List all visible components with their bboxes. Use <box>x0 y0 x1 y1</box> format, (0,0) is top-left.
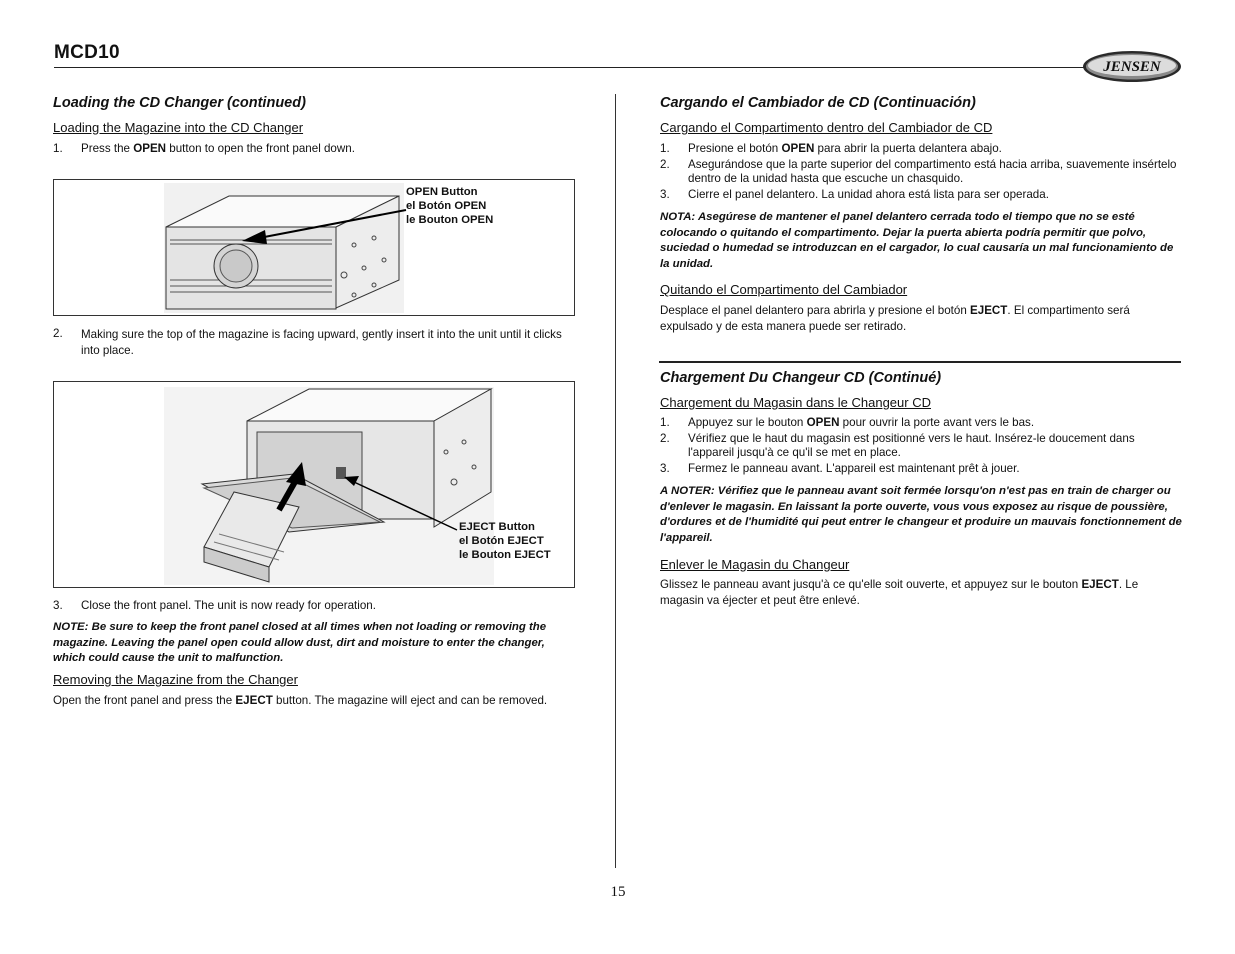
french-removing-text <box>660 577 1180 608</box>
step-text: Appuyez sur le bouton <box>688 416 807 429</box>
open-keyword: OPEN <box>781 142 815 155</box>
callout-line: EJECT Button <box>459 521 535 533</box>
spanish-title: Cargando el Cambiador de CD (Continuación) <box>660 95 976 111</box>
french-sub-loading: Chargement du Magasin dans le Changeur CD <box>660 395 931 410</box>
step-text: Press the <box>81 142 134 155</box>
body-text: Open the front panel and press the <box>53 694 236 707</box>
callout-line: OPEN Button <box>406 186 478 198</box>
model-name: MCD10 <box>54 42 120 63</box>
english-note: NOTE: Be sure to keep the front panel closed at all times when not loading or removing the magazine. Leaving the panel open could allow dust, dirt and moisture to enter the changer, which could cause the unit to malfunction. <box>53 621 547 664</box>
body-text: Glissez le panneau avant jusqu'à ce qu'elle soit ouverte, et appuyez sur le bouton <box>660 578 1082 591</box>
english-step-3 <box>53 599 573 614</box>
body-text: . El compartimento será expulsado y de esta manera puede ser retirado. <box>660 304 1130 333</box>
spanish-steps <box>660 142 1180 202</box>
french-step-3 <box>660 462 1180 477</box>
french-step-2 <box>660 432 1180 461</box>
callout-line: le Bouton EJECT <box>459 549 551 561</box>
english-sub-loading: Loading the Magazine into the CD Changer <box>53 120 304 135</box>
eject-keyword: EJECT <box>970 304 1008 317</box>
body-text: button. The magazine will eject and can be removed. <box>272 694 548 707</box>
step-number: 2. <box>660 157 670 171</box>
body-text: . Le magasin va éjecter et peut être enlevé. <box>660 578 1139 607</box>
english-sub-removing: Removing the Magazine from the Changer <box>53 672 298 687</box>
spanish-step-2 <box>660 158 1180 187</box>
eject-keyword: EJECT <box>1081 578 1119 591</box>
logo-text: JENSEN <box>1103 59 1161 75</box>
callout-line: el Botón OPEN <box>406 200 487 212</box>
body-text: Desplace el panel delantero para abrirla y presione el botón <box>660 304 971 317</box>
french-sub-removing: Enlever le Magasin du Changeur <box>660 557 850 572</box>
spanish-removing-text <box>660 303 1175 334</box>
step-text: Fermez le panneau avant. L'appareil est maintenant prêt à jouer. <box>688 461 1020 475</box>
spanish-step-3 <box>660 188 1180 203</box>
english-steps-1 <box>53 142 573 157</box>
step-number: 2. <box>660 431 670 445</box>
step-number: 1. <box>53 142 63 155</box>
step-text: Making sure the top of the magazine is facing upward, gently insert it into the unit until it clicks into place. <box>81 328 562 357</box>
figure1-callout <box>406 185 493 227</box>
step-text: Asegurándose que la parte superior del compartimento está hacia arriba, suavemente insértelo dentro de la unidad hasta que escuche un chasquido. <box>688 157 1177 185</box>
english-removing-text <box>53 693 553 709</box>
step-number: 3. <box>660 187 670 201</box>
cd-changer-closed-illustration <box>54 180 574 315</box>
step-text: Vérifiez que le haut du magasin est positionné vers le haut. Insérez-le doucement dans l'appareil jusqu'à ce qu'il se met en place. <box>688 431 1135 459</box>
step-text: pour ouvrir la porte avant vers le bas. <box>839 416 1035 429</box>
page-number: 15 <box>610 884 626 900</box>
english-steps-3 <box>53 599 573 614</box>
spanish-sub-removing: Quitando el Compartimento del Cambiador <box>660 282 908 297</box>
spanish-step-1 <box>660 142 1180 157</box>
figure-eject-button <box>53 381 575 588</box>
english-step-2 <box>53 327 573 358</box>
section-divider <box>659 361 1181 363</box>
step-number: 3. <box>53 599 63 612</box>
english-steps-2 <box>53 327 573 358</box>
callout-line: le Bouton OPEN <box>406 214 494 226</box>
french-note: A NOTER: Vérifiez que le panneau avant soit fermée lorsqu'on n'est pas en train de charger ou d'enlever le magasin. En laissant la porte ouverte, vous vous exposez au risque de poussière, d'ordures et de l'humidité qui peut entrer le changeur et produire un mauvais fonctionnement de l'appareil. <box>660 485 1182 544</box>
open-keyword: OPEN <box>806 416 840 429</box>
figure-open-button <box>53 179 575 316</box>
step-number: 3. <box>660 461 670 475</box>
step-number: 1. <box>660 416 670 429</box>
figure2-callout <box>459 520 551 562</box>
french-title: Chargement Du Changeur CD (Continué) <box>660 370 942 386</box>
step-text: Presione el botón <box>688 142 782 155</box>
column-divider <box>615 94 616 868</box>
jensen-logo <box>1082 50 1182 83</box>
step-number: 1. <box>660 142 670 155</box>
step-text: Close the front panel. The unit is now ready for operation. <box>81 599 376 612</box>
open-keyword: OPEN <box>133 142 167 155</box>
french-steps <box>660 416 1180 476</box>
step-text: para abrir la puerta delantera abajo. <box>814 142 1002 155</box>
french-step-1 <box>660 416 1180 431</box>
english-title: Loading the CD Changer (continued) <box>53 95 306 111</box>
step-text: Cierre el panel delantero. La unidad ahora está lista para ser operada. <box>688 187 1049 201</box>
english-step-1 <box>53 142 573 157</box>
spanish-sub-loading: Cargando el Compartimento dentro del Cambiador de CD <box>660 120 993 135</box>
step-number: 2. <box>53 327 63 340</box>
header-rule <box>54 67 1084 68</box>
spanish-note: NOTA: Asegúrese de mantener el panel delantero cerrada todo el tiempo que no se esté colocando o quitando el compartimento. Dejar la puerta abierta podría permitir que polvo, suciedad o humedad se introduzcan en el cargador, lo cual causaría un mal funcionamiento de la unidad. <box>660 211 1174 270</box>
step-text: button to open the front panel down. <box>166 142 355 155</box>
eject-keyword: EJECT <box>235 694 273 707</box>
callout-line: el Botón EJECT <box>459 535 544 547</box>
